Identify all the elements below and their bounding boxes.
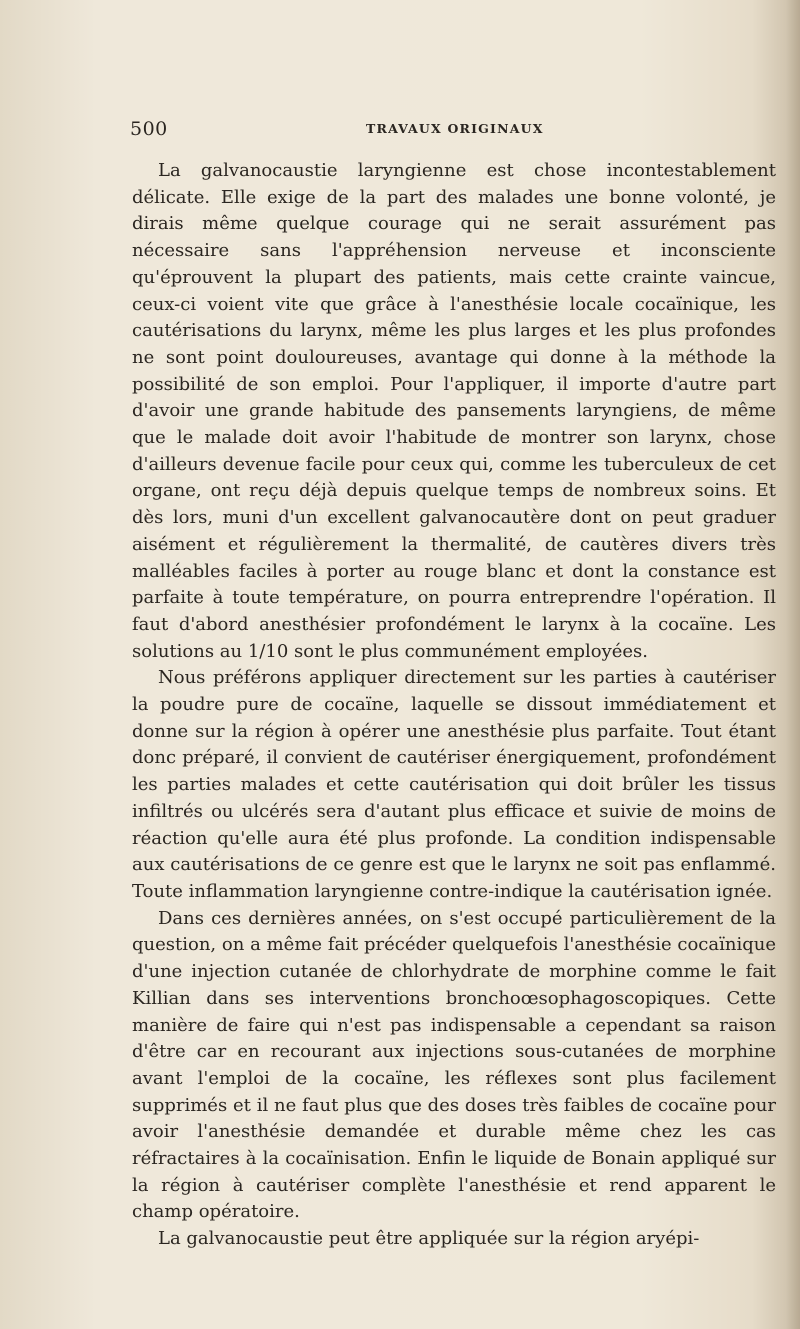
paragraph-3: Dans ces dernières années, on s'est occupé particulièrement de la question, on a même fait précéder quelquefois l'anesthésie cocaïnique d'une injection cutanée de chlorhydrate de morphine comme le fait Killian dans ses interventions bronchoœsophagoscopiques. Cette manière de faire qui n'est pas indispensable a cependant sa raison d'être car en recourant aux injections sous-cutanées de morphine avant l'emploi de la cocaïne, les réflexes sont plus facilement supprimés et il ne faut plus que des doses très faibles de cocaïne pour avoir l'anesthésie demandée et durable même chez les cas réfractaires à la cocaïnisation. Enfin le liquide de Bonain appliqué sur la région à cautériser complète l'anesthésie et rend apparent le champ opératoire. [132,907,776,1223]
paragraph-2: Nous préférons appliquer directement sur les parties à cautériser la poudre pure de cocaïne, laquelle se dissout immédiatement et donne sur la région à opérer une anesthésie plus parfaite. Tout étant donc préparé, il convient de cautériser énergiquement, profondément les parties malades et cette cautérisation qui doit brûler les tissus infiltrés ou ulcérés sera d'autant plus efficace et suivie de moins de réaction qu'elle aura été plus profonde. La condition indispensable aux cautérisations de ce genre est que le larynx ne soit pas enflammé. Toute inflammation laryngienne contre-indique la cautérisation ignée. [132,667,776,902]
page-number: 500 [130,118,168,140]
running-head [130,118,780,142]
running-title: TRAVAUX ORIGINAUX [366,121,544,136]
paragraph-1: La galvanocaustie laryngienne est chose incontestablement délicate. Elle exige de la part des malades une bonne volonté, je dirais même quelque courage qui ne serait assurément pas nécessaire sans l'appréhension nerveuse et inconsciente qu'éprouvent la plupart des patients, mais cette crainte vaincue, ceux-ci voient vite que grâce à l'anesthésie locale cocaïnique, les cautérisations du larynx, même les plus larges et les plus profondes ne sont point douloureuses, avantage qui donne à la méthode la possibilité de son emploi. Pour l'appliquer, il importe d'autre part d'avoir une grande habitude des pansements laryngiens, de même que le malade doit avoir l'habitude de montrer son larynx, chose d'ailleurs devenue facile pour ceux qui, comme les tuberculeux de cet organe, ont reçu déjà depuis quelque temps de nombreux soins. Et dès lors, muni d'un excellent galvanocautère dont on peut graduer aisément et régulièrement la thermalité, de cautères divers très malléables faciles à porter au rouge blanc et dont la constance est parfaite à toute température, on pourra entreprendre l'opération. Il faut d'abord anesthésier profondément le larynx à la cocaïne. Les solutions au 1/10 sont le plus communément employées. [132,160,776,662]
body-text [132,158,776,1253]
paragraph-4: La galvanocaustie peut être appliquée sur la région aryépi- [158,1228,700,1250]
